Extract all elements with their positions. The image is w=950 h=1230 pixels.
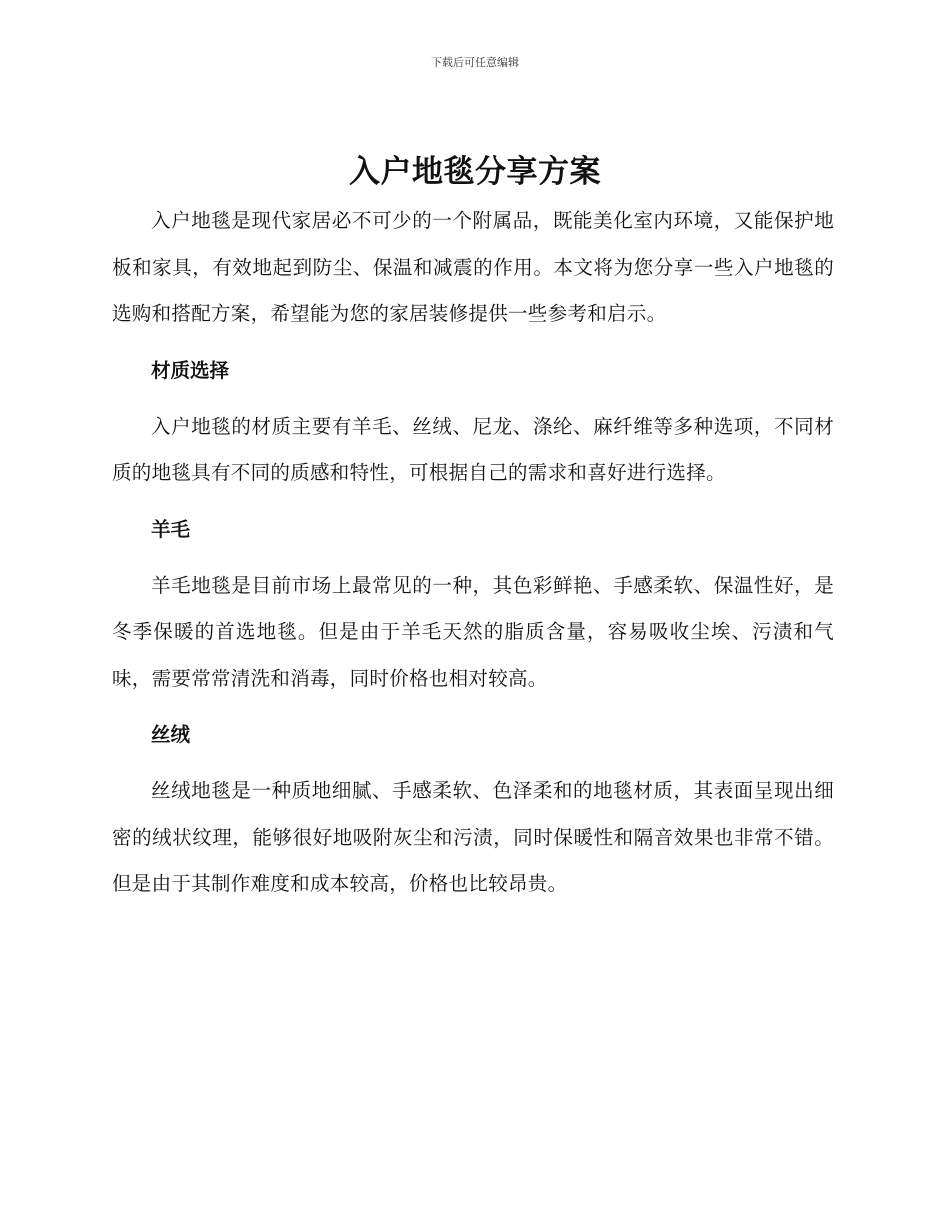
document-body	[112, 198, 834, 908]
document-title: 入户地毯分享方案	[349, 154, 601, 190]
section-heading-wool: 羊毛	[151, 517, 191, 541]
header-note: 下载后可任意编辑	[431, 56, 519, 69]
section-body-wool: 羊毛地毯是目前市场上最常见的一种，其色彩鲜艳、手感柔软、保温性好，是冬季保暖的首选地毯。但是由于羊毛天然的脂质含量，容易吸收尘埃、污渍和气味，需要常常清洗和消毒，同时价格也相对较高。	[112, 573, 834, 690]
section-heading-velvet: 丝绒	[151, 723, 191, 746]
section-body-velvet: 丝绒地毯是一种质地细腻、手感柔软、色泽柔和的地毯材质，其表面呈现出细密的绒状纹理，能够很好地吸附灰尘和污渍，同时保暖性和隔音效果也非常不错。但是由于其制作难度和成本较高，价格也比较昂贵。	[112, 779, 834, 895]
section-body-material: 入户地毯的材质主要有羊毛、丝绒、尼龙、涤纶、麻纤维等多种选项，不同材质的地毯具有不同的质感和特性，可根据自己的需求和喜好进行选择。	[112, 414, 834, 484]
intro-paragraph: 入户地毯是现代家居必不可少的一个附属品，既能美化室内环境，又能保护地板和家具，有效地起到防尘、保温和减震的作用。本文将为您分享一些入户地毯的选购和搭配方案，希望能为您的家居装修提供一些参考和启示。	[112, 209, 834, 325]
section-heading-material: 材质选择	[151, 358, 230, 382]
